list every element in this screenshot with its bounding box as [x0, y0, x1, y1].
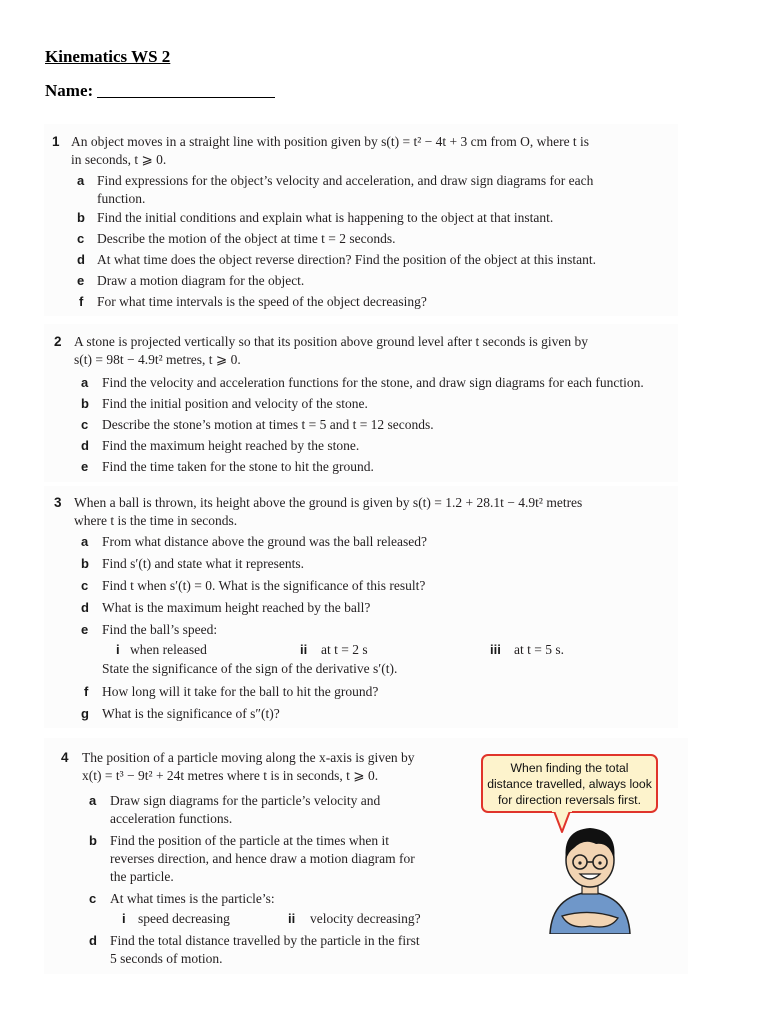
subpart-roman: ii [288, 911, 296, 926]
question-1-panel [44, 124, 678, 316]
question-number: 3 [54, 495, 62, 510]
question-stem-line: in seconds, t ⩾ 0. [71, 152, 167, 167]
part-text: reverses direction, and hence draw a motion diagram for [110, 851, 415, 866]
part-letter: d [89, 933, 97, 948]
subpart-roman: i [122, 911, 126, 926]
part-text: From what distance above the ground was the ball released? [102, 534, 428, 549]
subpart-text: when released [130, 642, 207, 657]
part-letter: c [81, 578, 89, 593]
speech-tail [554, 811, 570, 832]
part-text: How long will it take for the ball to hit the ground? [102, 684, 379, 699]
part-letter: b [89, 833, 97, 848]
part-letter: a [81, 534, 89, 549]
part-letter: a [77, 173, 85, 188]
name-blank-line [97, 97, 275, 98]
part-text: At what times is the particle’s: [110, 891, 275, 906]
subpart-roman: iii [490, 642, 501, 657]
part-text: For what time intervals is the speed of the object decreasing? [97, 294, 427, 309]
part-text: Find the velocity and acceleration functions for the stone, and draw sign diagrams for each function. [102, 375, 644, 390]
question-stem-line: x(t) = t³ − 9t² + 24t metres where t is in seconds, t ⩾ 0. [82, 768, 379, 783]
part-text: Describe the stone’s motion at times t = 5 and t = 12 seconds. [102, 417, 434, 432]
question-number: 2 [54, 334, 62, 349]
part-text: Draw sign diagrams for the particle’s velocity and [110, 793, 381, 808]
part-text: Find s′(t) and state what it represents. [102, 556, 305, 571]
part-text: function. [97, 191, 146, 206]
part-text: Find the initial conditions and explain what is happening to the object at that instant. [97, 210, 554, 225]
question-stem-line: An object moves in a straight line with position given by s(t) = t² − 4t + 3 cm from O, where t is [71, 134, 590, 149]
question-stem-line: s(t) = 98t − 4.9t² metres, t ⩾ 0. [74, 352, 241, 367]
part-text: the particle. [110, 869, 174, 884]
part-letter: e [81, 622, 89, 637]
part-text: Find the position of the particle at the times when it [110, 833, 389, 848]
part-letter: c [77, 231, 85, 246]
question-stem-line: When a ball is thrown, its height above the ground is given by s(t) = 1.2 + 28.1t − 4.9t² metres [74, 495, 583, 510]
part-letter: a [89, 793, 97, 808]
part-text: What is the significance of s″(t)? [102, 706, 280, 721]
part-letter: e [77, 273, 85, 288]
subpart-roman: i [116, 642, 120, 657]
subpart-text: at t = 2 s [321, 642, 368, 657]
question-stem-line: A stone is projected vertically so that its position above ground level after t seconds is given by [74, 334, 589, 349]
tip-callout [481, 754, 658, 813]
subpart-roman: ii [300, 642, 308, 657]
part-letter: a [81, 375, 89, 390]
question-number: 1 [52, 134, 60, 149]
tip-line: When finding the total [510, 761, 629, 775]
part-letter: d [77, 252, 85, 267]
cartoon-student-illustration [540, 808, 640, 934]
part-text: Find t when s′(t) = 0. What is the significance of this result? [102, 578, 426, 593]
question-number: 4 [61, 750, 69, 765]
subpart-text: at t = 5 s. [514, 642, 564, 657]
name-label: Name: [45, 81, 94, 100]
part-text: Find the ball’s speed: [102, 622, 218, 637]
part-letter: b [81, 556, 89, 571]
part-text: Find the maximum height reached by the stone. [102, 438, 360, 453]
part-text: What is the maximum height reached by the ball? [102, 600, 371, 615]
question-2-panel [44, 324, 678, 482]
subpart-text: velocity decreasing? [310, 911, 421, 926]
part-letter: b [81, 396, 89, 411]
worksheet-title: Kinematics WS 2 [45, 47, 171, 66]
part-letter: f [79, 294, 84, 309]
part-letter: g [81, 706, 89, 721]
part-text: acceleration functions. [110, 811, 233, 826]
question-stem-line: The position of a particle moving along the x-axis is given by [82, 750, 415, 765]
speed-note: State the significance of the sign of the derivative s′(t). [102, 661, 398, 676]
part-text: At what time does the object reverse direction? Find the position of the object at this instant. [97, 252, 597, 267]
part-letter: f [84, 684, 89, 699]
part-letter: c [81, 417, 89, 432]
part-letter: d [81, 438, 89, 453]
part-text: Find the total distance travelled by the particle in the first [110, 933, 420, 948]
part-letter: b [77, 210, 85, 225]
part-letter: d [81, 600, 89, 615]
question-3-panel [44, 486, 678, 728]
part-text: Find the time taken for the stone to hit the ground. [102, 459, 374, 474]
question-stem-line: where t is the time in seconds. [74, 513, 238, 528]
part-text: Describe the motion of the object at time t = 2 seconds. [97, 231, 396, 246]
part-text: Draw a motion diagram for the object. [97, 273, 305, 288]
part-text: Find the initial position and velocity of the stone. [102, 396, 368, 411]
subpart-text: speed decreasing [138, 911, 230, 926]
tip-line: distance travelled, always look [487, 777, 652, 791]
part-letter: c [89, 891, 97, 906]
tip-line: for direction reversals first. [498, 793, 641, 807]
part-text: 5 seconds of motion. [110, 951, 223, 966]
part-text: Find expressions for the object’s velocity and acceleration, and draw sign diagrams for each [97, 173, 594, 188]
part-letter: e [81, 459, 89, 474]
